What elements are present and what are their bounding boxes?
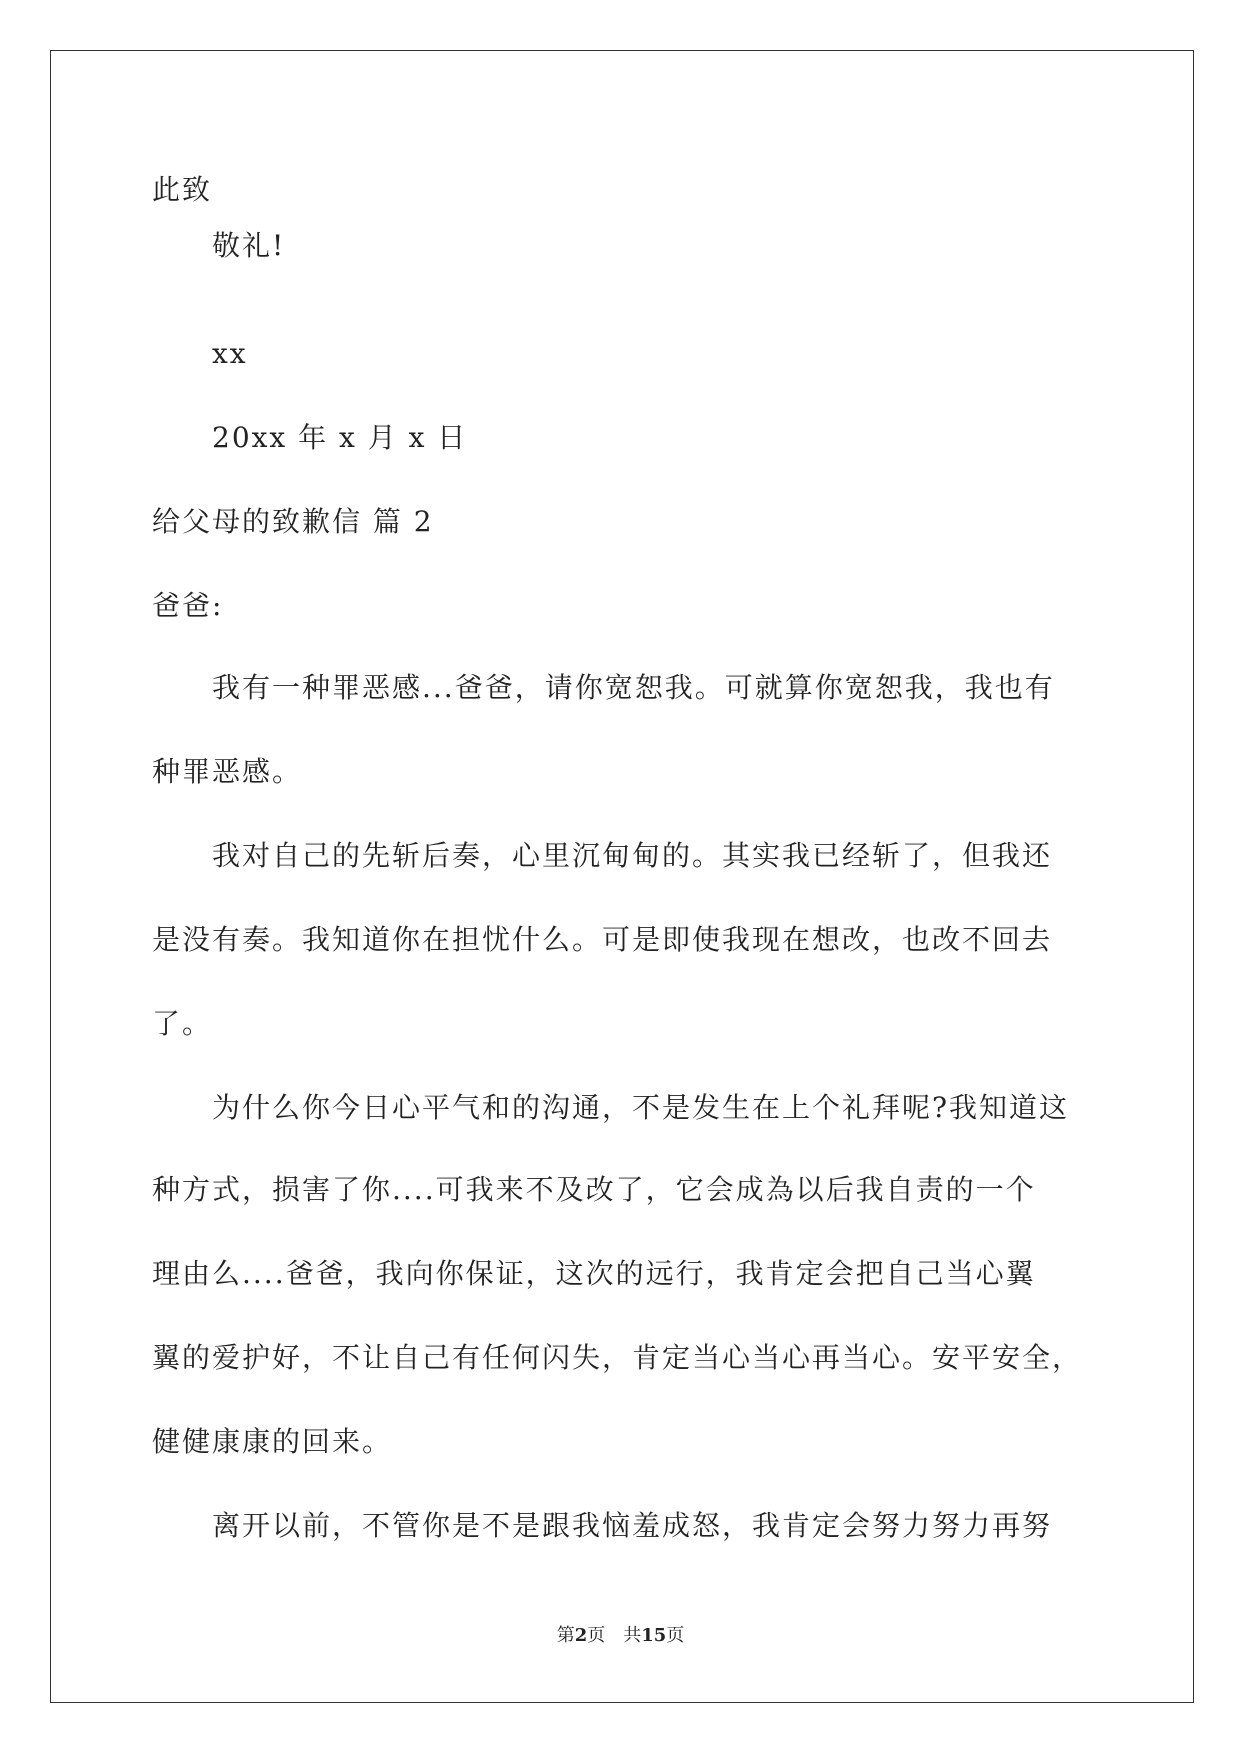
footer-total-suffix: 页	[666, 1625, 685, 1646]
paragraph-line: 健健康康的回来。	[152, 1425, 393, 1458]
signature-date: 20xx 年 x 月 x 日	[212, 421, 468, 454]
signature-name: xx	[212, 337, 248, 370]
footer-page-suffix: 页	[587, 1625, 606, 1646]
closing-respect: 敬礼!	[212, 229, 286, 262]
closing-salutation: 此致	[152, 173, 213, 206]
paragraph-line: 为什么你今日心平气和的沟通，不是发生在上个礼拜呢?我知道这	[212, 1091, 1070, 1124]
paragraph-line: 种方式，损害了你....可我来不及改了，它会成為以后我自责的一个	[152, 1173, 1036, 1206]
footer-page-prefix: 第	[556, 1625, 575, 1646]
footer-total-prefix: 共	[623, 1625, 642, 1646]
paragraph-line: 我有一种罪恶感...爸爸，请你宽恕我。可就算你宽恕我，我也有	[212, 671, 1055, 704]
paragraph-line: 理由么....爸爸，我向你保证，这次的远行，我肯定会把自己当心翼	[152, 1257, 1036, 1290]
paragraph-line: 我对自己的先斩后奏，心里沉甸甸的。其实我已经斩了，但我还	[212, 839, 1053, 872]
paragraph-line: 离开以前，不管你是不是跟我恼羞成怒，我肯定会努力努力再努	[212, 1509, 1053, 1542]
paragraph-line: 是没有奏。我知道你在担忧什么。可是即使我现在想改，也改不回去	[152, 923, 1053, 956]
paragraph-line: 种罪恶感。	[152, 755, 303, 788]
letter-greeting: 爸爸:	[152, 589, 224, 622]
paragraph-line: 翼的爱护好，不让自己有任何闪失，肯定当心当心再当心。安平安全，	[152, 1341, 1083, 1374]
footer-total-pages: 15	[641, 1625, 667, 1646]
paragraph-line: 了。	[152, 1007, 213, 1040]
section-heading: 给父母的致歉信 篇 2	[152, 505, 434, 538]
page-footer	[0, 1624, 1241, 1648]
footer-page-number: 2	[574, 1625, 588, 1646]
